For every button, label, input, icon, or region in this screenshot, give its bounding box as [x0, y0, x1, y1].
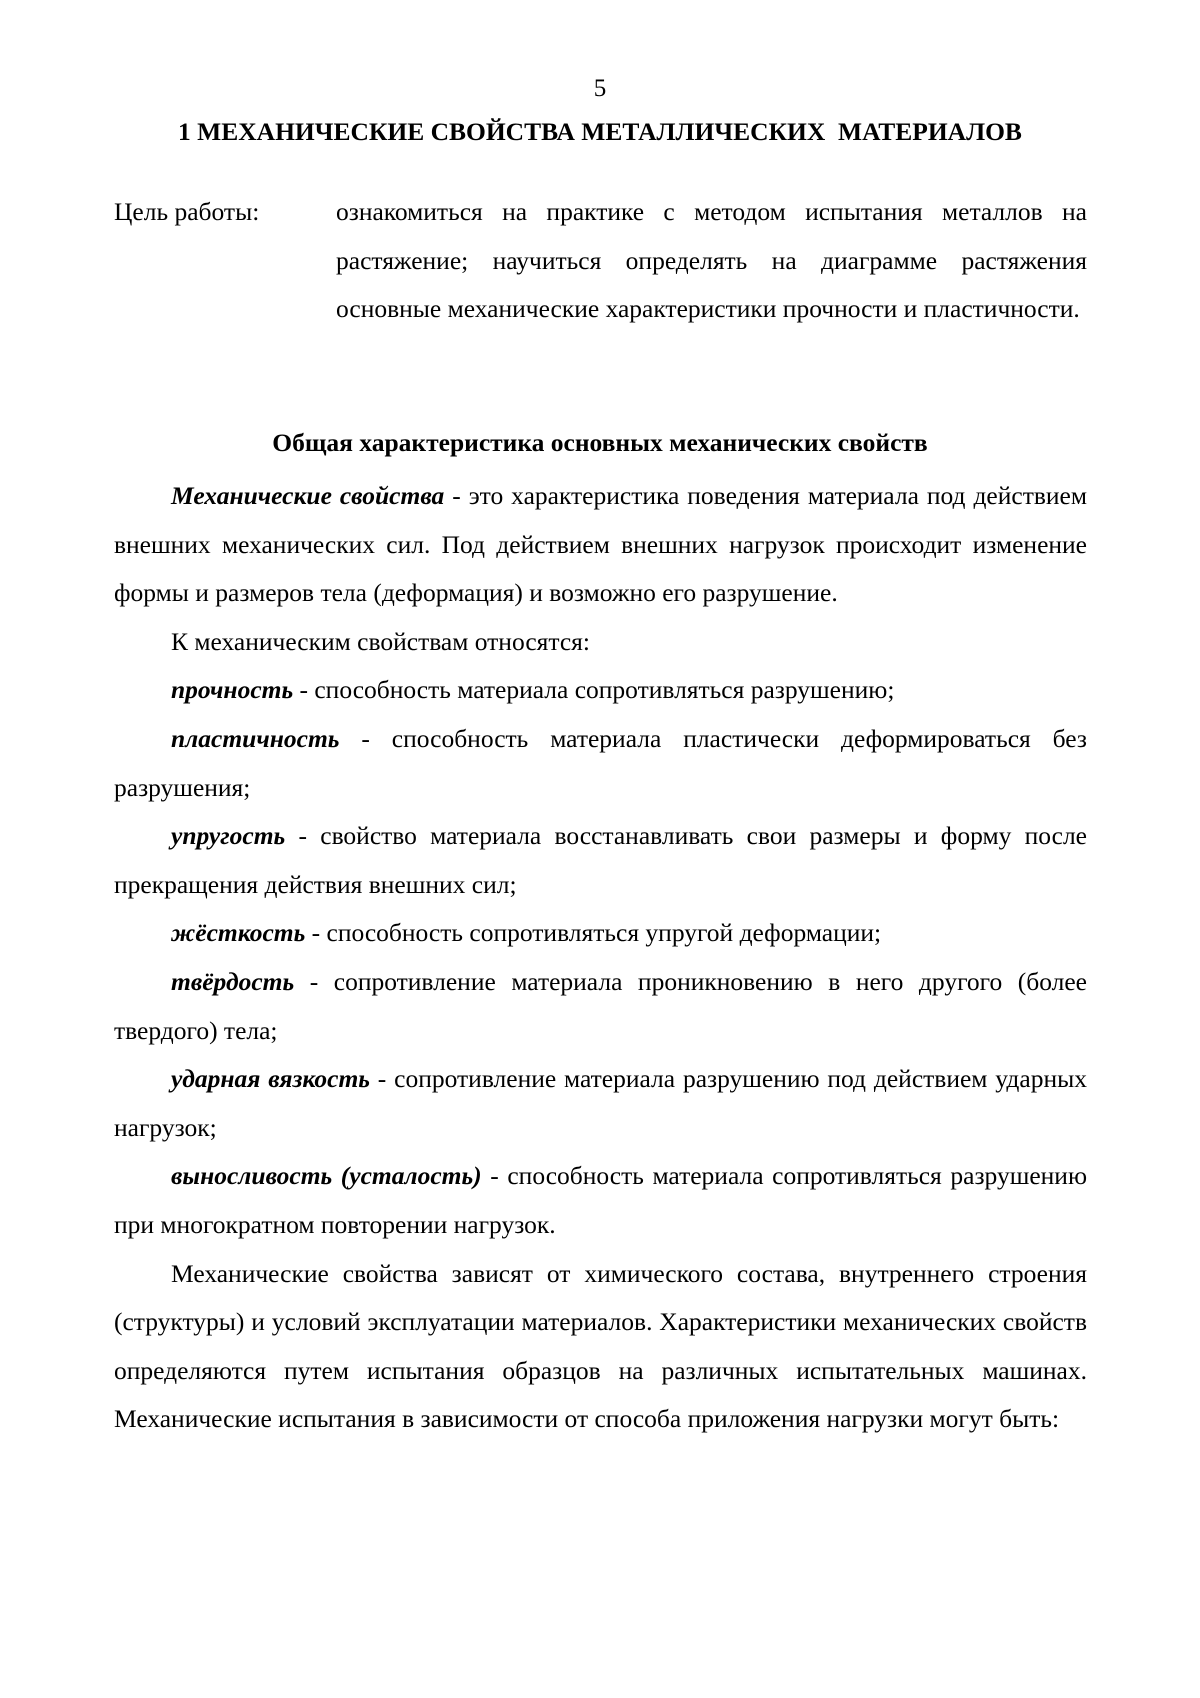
section-title: Общая характеристика основных механических свойств	[272, 428, 928, 457]
property-term: прочность	[171, 675, 294, 705]
property-paragraph	[114, 909, 1087, 958]
body-text	[114, 472, 1087, 1444]
property-paragraph	[114, 715, 1087, 812]
property-paragraph	[114, 958, 1087, 1055]
property-term: выносливость (усталость)	[171, 1161, 482, 1191]
property-text: - способность материала пластически деформироваться без разрушения;	[114, 723, 1087, 802]
goal-text: ознакомиться на практике с методом испытания металлов на растяжение; научиться определять на диаграмме растяжения основные механические характеристики прочности и пластичности.	[336, 197, 1087, 323]
property-paragraph	[114, 812, 1087, 909]
property-paragraph	[114, 666, 1087, 715]
closing-paragraph: Механические свойства зависят от химического состава, внутреннего строения (структуры) и условий эксплуатации материалов. Характеристики механических свойств определяются путем испытания образцов на различных испытательных машинах. Механические испытания в зависимости от способа приложения нагрузки могут быть:	[114, 1258, 1087, 1434]
property-text: - сопротивление материала проникновению в него другого (более твердого) тела;	[114, 966, 1087, 1045]
property-term: ударная вязкость	[171, 1064, 370, 1094]
property-text: - сопротивление материала разрушению под действием ударных нагрузок;	[114, 1064, 1087, 1142]
property-text: - способность материала сопротивляться разрушению;	[293, 675, 895, 705]
property-paragraph	[114, 1152, 1087, 1249]
intro-term: Механические свойства	[171, 481, 445, 510]
property-text: - свойство материала восстанавливать свои размеры и форму после прекращения действия внешних сил;	[114, 821, 1087, 899]
intro-paragraph	[114, 472, 1087, 618]
property-text: - способность сопротивляться упругой деформации;	[305, 918, 882, 948]
property-term: пластичность	[171, 723, 340, 753]
intro-text: - это характеристика поведения материала под действием внешних механических сил. Под действием внешних нагрузок происходит изменение формы и размеров тела (деформация) и возможно его разрушение.	[114, 481, 1087, 608]
chapter-title: 1 МЕХАНИЧЕСКИЕ СВОЙСТВА МЕТАЛЛИЧЕСКИХ МАТЕРИАЛОВ	[178, 117, 1022, 146]
page-number: 5	[593, 75, 607, 102]
property-paragraph	[114, 1055, 1087, 1152]
property-term: твёрдость	[171, 966, 295, 996]
goal-label: Цель работы:	[114, 197, 260, 226]
property-term: упругость	[171, 821, 286, 851]
property-text: - способность материала сопротивляться разрушению при многократном повторении нагрузок.	[114, 1161, 1087, 1239]
list-intro-paragraph: К механическим свойствам относятся:	[171, 626, 590, 656]
property-term: жёсткость	[171, 918, 306, 948]
